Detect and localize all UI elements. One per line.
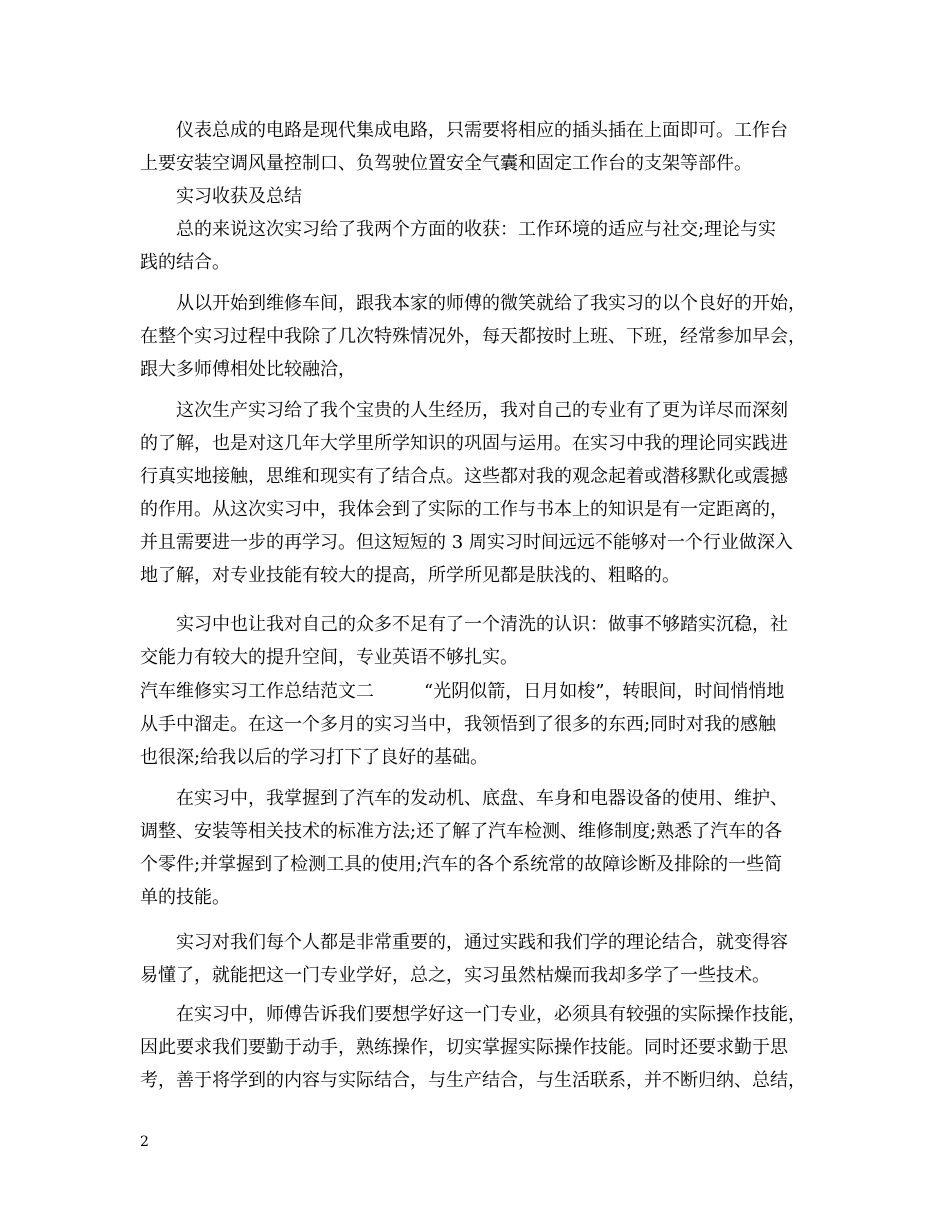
text-line: 单的技能。	[140, 887, 230, 908]
text-line: 在实习中，我掌握到了汽车的发动机、底盘、车身和电器设备的使用、维护、	[176, 788, 788, 809]
text-line: 的了解，也是对这几年大学里所学知识的巩固与运用。在实习中我的理论同实践进	[140, 433, 788, 454]
paragraph-master-advice	[140, 998, 840, 1097]
text-line: 地了解，对专业技能有较大的提高，所学所见都是肤浅的、粗略的。	[140, 565, 680, 586]
text-line: 从以开始到维修车间，跟我本家的师傅的微笑就给了我实习的以个良好的开始，	[176, 293, 806, 314]
text-line: 的作用。从这次实习中，我体会到了实际的工作与书本上的知识是有一定距离的，	[140, 499, 788, 520]
sample-heading: 汽车维修实习工作总结范文二	[140, 681, 374, 702]
paragraph-importance	[140, 926, 840, 992]
text-line: 跟大多师傅相处比较融洽，	[140, 359, 356, 380]
text-line: 个零件;并掌握到了检测工具的使用;汽车的各个系统常的故障诊断及排除的一些简	[140, 854, 783, 875]
text-line: 从手中溜走。在这一个多月的实习当中，我领悟到了很多的东西;同时对我的感触	[140, 714, 777, 735]
text-line: 仪表总成的电路是现代集成电路，只需要将相应的插头插在上面即可。工作台	[176, 120, 788, 141]
paragraph-experience	[140, 394, 840, 592]
text-line: 实习收获及总结	[176, 186, 302, 207]
text-line: 上要安装空调风量控制口、负驾驶位置安全气囊和固定工作台的支架等部件。	[140, 153, 752, 174]
page-number: 2	[140, 1134, 149, 1150]
text-line: 在实习中，师傅告诉我们要想学好这一门专业，必须具有较强的实际操作技能，	[176, 1004, 806, 1025]
text-line	[140, 675, 840, 708]
text-line: 践的结合。	[140, 252, 230, 273]
text-line: 这次生产实习给了我个宝贵的人生经历，我对自己的专业有了更为详尽而深刻	[176, 400, 788, 421]
text-line: 考，善于将学到的内容与实际结合，与生产结合，与生活联系，并不断归纳、总结，	[140, 1070, 806, 1091]
paragraph-skills	[140, 782, 840, 914]
text-line: 总的来说这次实习给了我两个方面的收获：工作环境的适应与社交;理论与实	[176, 219, 777, 240]
text-line: 调整、安装等相关技术的标准方法;还了解了汽车检测、维修制度;熟悉了汽车的各	[140, 821, 783, 842]
text-line: 实习中也让我对自己的众多不足有了一个清洗的认识：做事不够踏实沉稳，社	[176, 614, 788, 635]
text-line: 也很深;给我以后的学习打下了良好的基础。	[140, 747, 489, 768]
text-line: 实习对我们每个人都是非常重要的，通过实践和我们学的理论结合，就变得容	[176, 932, 788, 953]
sample-intro: “光阴似箭，日月如梭”，转眼间，时间悄悄地	[424, 681, 785, 702]
text-line: 易懂了，就能把这一门专业学好，总之，实习虽然枯燥而我却多学了一些技术。	[140, 965, 770, 986]
paragraph-sample-two	[140, 675, 840, 774]
paragraph-workshop	[140, 287, 840, 386]
paragraph-dashboard-circuit	[140, 114, 840, 180]
paragraph-gains	[140, 213, 840, 279]
text-line: 在整个实习过程中我除了几次特殊情况外，每天都按时上班、下班，经常参加早会，	[140, 326, 806, 347]
text-line: 因此要求我们要勤于动手，熟练操作，切实掌握实际操作技能。同时还要求勤于思	[140, 1037, 788, 1058]
section-heading	[140, 180, 840, 213]
text-line: 交能力有较大的提升空间，专业英语不够扎实。	[140, 647, 518, 668]
text-line: 并且需要进一步的再学习。但这短短的 3 周实习时间远远不能够对一个行业做深入	[140, 532, 793, 553]
text-line: 行真实地接触，思维和现实有了结合点。这些都对我的观念起着或潜移默化或震撼	[140, 466, 788, 487]
paragraph-shortcomings	[140, 608, 840, 674]
